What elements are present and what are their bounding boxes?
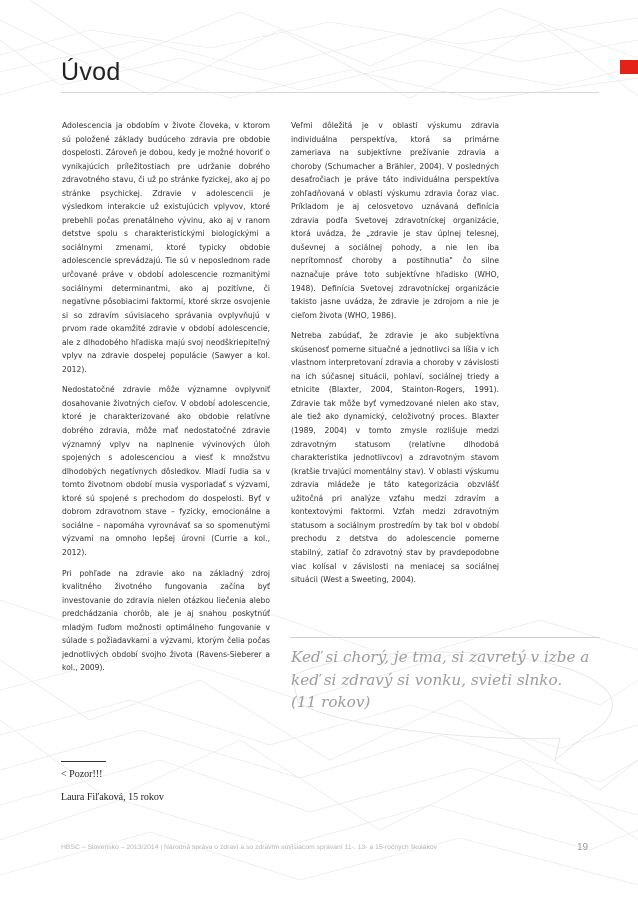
paragraph: Veľmi dôležitá je v oblasti výskumu zdravia individuálna perspektíva, ktorá sa primárne zameriava na subjektívne prežívanie zdravia a choroby (Schumacher a Brähler, 2004). V posledných desaťročiach je práve táto individuálna perspektíva zohľadňovaná v oblasti výskumu zdravia čoraz viac. Príkladom je aj celosvetovo uznávaná definícia zdravia podľa Svetovej zdravotníckej organizácie, ktorá uvádza, že „zdravie je stav úplnej telesnej, duševnej a sociálnej pohody, a nie len iba neprítomnosť choroby a postihnutia" čo silne naznačuje práve toto subjektívne hľadisko (WHO, 1948). Definícia Svetovej zdravotníckej organizácie takisto jasne uvádza, že zdravie je zdrojom a nie je cieľom života (WHO, 1986). [291,121,499,320]
title-divider [61,92,599,93]
right-text-column [291,119,499,594]
paragraph: Nedostatočné zdravie môže významne ovplyvniť dosahovanie životných cieľov. V období adolescencie, ktoré je charakterizované ako obdobie relatívne dobrého zdravia, môže mať nedostatočné zdravie významný vplyv na naplnenie vývinových úloh spojených s adolescenciou a viesť k množstvu dlhodobých negatívnych dôsledkov. Mladí ľudia sa v tomto životnom období musia vysporiadať s výzvami, ktoré sú spojené s prechodom do dospelosti. Byť v dobrom zdravotnom stave – fyzicky, emocionálne a sociálne – napomáha vyrovnávať sa so spomenutými výzvami na omnoho lepšej úrovni (Currie a kol., 2012). [62,385,270,557]
page-footer: HBSC – Slovensko – 2013/2014 | Národná správa o zdraví a so zdravím súvisiacom správaní 11-, 13- a 15-ročných školákov [61,844,438,851]
quote-divider [290,637,600,638]
footnote-caption: < Pozor!!! [61,769,103,780]
footnote-divider [61,761,106,762]
page-title: Úvod [61,58,121,86]
left-text-column [62,119,270,682]
page-number: 19 [577,842,589,853]
paragraph: Adolescencia ja obdobím v živote človeka, v ktorom sú položené základy budúceho zdravia pre obdobie dospelosti. Zároveň je dobou, kedy je možné hovoriť o vynikajúcich príležitostiach pre udržanie dobrého zdravotného stavu, či už po stránke fyzickej, ako aj po stránke psychickej. Zdravie v adolescencii je výsledkom interakcie už existujúcich vplyvov, ktoré prebehli počas prenatálneho vývinu, ako aj v ranom detstve spolu s charakteristickými biologickými a sociálnymi zmenami, ktoré typicky obdobie adolescencie sprevádzajú. Tie sú v neposlednom rade určované práve v období adolescencie rozmanitými sociálnymi determinantmi, ako aj pozitívne, či negatívne pôsobiacimi faktormi, ktoré skrze osvojenie si so zdravím súvisiaceho správania ovplyvňujú v prvom rade okamžité zdravie v období adolescencie, ale z dlhodobého hľadiska majú svoj neodškriepiteľný vplyv na zdravie dospelej populácie (Sawyer a kol. 2012). [62,121,270,374]
paragraph: Netreba zabúdať, že zdravie je ako subjektívna skúsenosť pomerne situačné a jednotlivci sa líšia v ich vlastnom interpretovaní zdravia a choroby v závislosti na ich súčasnej situácii, pohlaví, sociálnej triedy a etnicite (Blaxter, 2004, Stainton-Rogers, 1991). Zdravie tak môže byť vymedzované nielen ako stav, ale tiež ako dynamický, celoživotný proces. Blaxter (1989, 2004) v tomto zmysle rozlišuje medzi zdravotným statusom (relatívne dlhodobá charakteristika jednotlivcov) a zdravotným stavom (kratšie trvajúci momentálny stav). V oblasti výskumu zdravia mládeže je táto kategorizácia obzvlášť užitočná pri analýze vzťahu medzi zdravím a kontextovými faktormi. Vzťah medzi zdravotným statusom a sociálnym prostredím by tak bol v období prechodu z detstva do adolescencie pomerne stabilný, zatiaľ čo zdravotný stav by pravdepodobne viac kolísal v závislosti na meniacej sa sociálnej situácii (West a Sweeting, 2004). [291,331,499,585]
child-quote: Keď si chorý, je tma, si zavretý v izbe a keď si zdravý si vonku, svieti slnko. (11 rokov) [291,648,590,711]
section-tab-marker [620,60,638,74]
paragraph: Pri pohľade na zdravie ako na základný zdroj kvalitného životného fungovania začína byť investovanie do zdravia nielen otázkou liečenia alebo predchádzania chorôb, ale je aj snahou poskytnúť mladým ľuďom možnosti optimálneho fungovanie v súlade s požiadavkami a výzvami, ktorým čelia počas jednotlivých období svojho života (Ravens-Sieberer a kol., 2009). [62,568,270,673]
footnote-author: Laura Fiľaková, 15 rokov [61,792,164,803]
